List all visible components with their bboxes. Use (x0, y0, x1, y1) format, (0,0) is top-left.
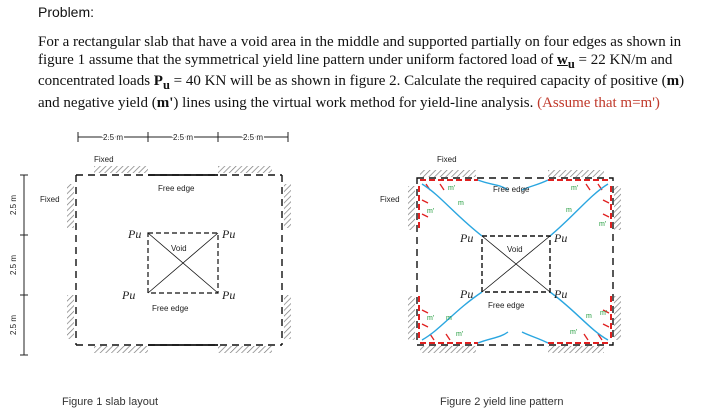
fig2-pu-bottom-left: Pu (460, 287, 474, 301)
fig1-free-edge-top: Free edge (158, 184, 195, 193)
fig1-pu-bottom-right: Pu (222, 288, 236, 302)
fig1-hatch-top-right (218, 166, 272, 173)
fig1-void (148, 233, 218, 293)
line2-text-a: figure 1 assume that the symmetrical yield line pattern under uniform factored load of (38, 51, 557, 68)
fig1-hatch-right-top (284, 184, 291, 228)
problem-heading: Problem: (38, 4, 95, 20)
fig2-mneg-bottom-right: m' (570, 329, 578, 336)
fig2-hatch-left-top (408, 186, 415, 230)
fig2-hatch-right-bottom (614, 296, 621, 340)
line2-text-b: = 22 KN/m and (574, 51, 673, 68)
fig2-pu-bottom-right: Pu (554, 287, 568, 301)
fig1-fixed-left-label: Fixed (40, 195, 60, 204)
fig1-dim-left-2: 2.5 m (9, 254, 18, 276)
fig2-mneg-right-top: m' (599, 221, 607, 228)
fig1-hatch-bottom-right (218, 346, 272, 353)
fig2-free-edge-bottom: Free edge (488, 301, 525, 310)
fig2-mneg-bottom-left: m' (456, 331, 464, 338)
fig1-pu-top-right: Pu (222, 227, 236, 241)
assumption-note: (Assume that m=m') (537, 94, 660, 111)
fig1-dim-top-1: 2.5 m (102, 133, 124, 142)
fig1-fixed-top-label: Fixed (94, 155, 114, 164)
fig2-mneg-top-left: m' (448, 185, 456, 192)
fig2-hatch-top-right (548, 170, 604, 177)
m-prime-symbol: m' (156, 94, 174, 111)
fig1-pu-bottom-left: Pu (122, 288, 136, 302)
fig2-mpos-top-left: m (458, 200, 464, 207)
fig1-dim-top-3: 2.5 m (242, 133, 264, 142)
fig1-hatch-bottom-left (94, 346, 148, 353)
problem-line-3: concentrated loads $P_u = 40$ KN will be as shown in figure 2. Calculate the required capacity of positive (m) (38, 73, 685, 92)
fig2-mneg-top-right: m' (571, 185, 579, 192)
fig2-free-edge-top: Free edge (493, 185, 530, 194)
fig2-hatch-right-top (614, 186, 621, 230)
point-load-symbol: $P_u$ (153, 73, 170, 92)
fig1-pu-top-left: Pu (128, 227, 142, 241)
problem-line-4: and negative yield (m') lines using the virtual work method for yield-line analysis. (Assume that m=m') (38, 94, 660, 111)
fig1-dim-top-2: 2.5 m (172, 133, 194, 142)
figure-2-caption: Figure 2 yield line pattern (440, 396, 564, 408)
fig1-dim-left-3: 2.5 m (9, 314, 18, 336)
fig1-void-label: Void (171, 244, 187, 253)
fig1-hatch-left-top (67, 184, 74, 228)
fig1-free-edge-bottom: Free edge (152, 304, 189, 313)
fig1-hatch-left-bottom (67, 295, 74, 339)
fig2-fixed-top-label: Fixed (437, 155, 457, 164)
fig2-hatch-bottom-left (420, 346, 476, 353)
fig2-mpos-top-right: m (566, 207, 572, 214)
fig2-mneg-left-top: m' (427, 208, 435, 215)
problem-line-1: For a rectangular slab that have a void area in the middle and supported partially on four edges as shown in (38, 34, 682, 50)
fig2-mneg-left-bottom: m' (427, 315, 435, 322)
fig1-hatch-top-left (94, 166, 148, 173)
m-symbol: m (666, 73, 680, 89)
fig1-hatch-right-bottom (284, 295, 291, 339)
figure-1 (9, 132, 291, 355)
fig2-pu-top-right: Pu (554, 231, 568, 245)
fig2-mpos-left-bottom: m (446, 315, 452, 322)
figure-2 (380, 155, 621, 353)
load-symbol: $w_u$ (557, 51, 575, 71)
fig2-pu-top-left: Pu (460, 231, 474, 245)
figure-1-caption: Figure 1 slab layout (62, 396, 158, 408)
fig2-mneg-right-bottom: m' (600, 310, 608, 317)
fig2-hatch-left-bottom (408, 296, 415, 340)
fig2-fixed-left-label: Fixed (380, 195, 400, 204)
fig2-mpos-bottom-right: m (586, 313, 592, 320)
fig1-dim-left-1: 2.5 m (9, 194, 18, 216)
fig2-hatch-top-left (420, 170, 476, 177)
fig2-hatch-bottom-right (548, 346, 604, 353)
fig1-dimension-left (20, 175, 28, 355)
fig2-void-label: Void (507, 245, 523, 254)
